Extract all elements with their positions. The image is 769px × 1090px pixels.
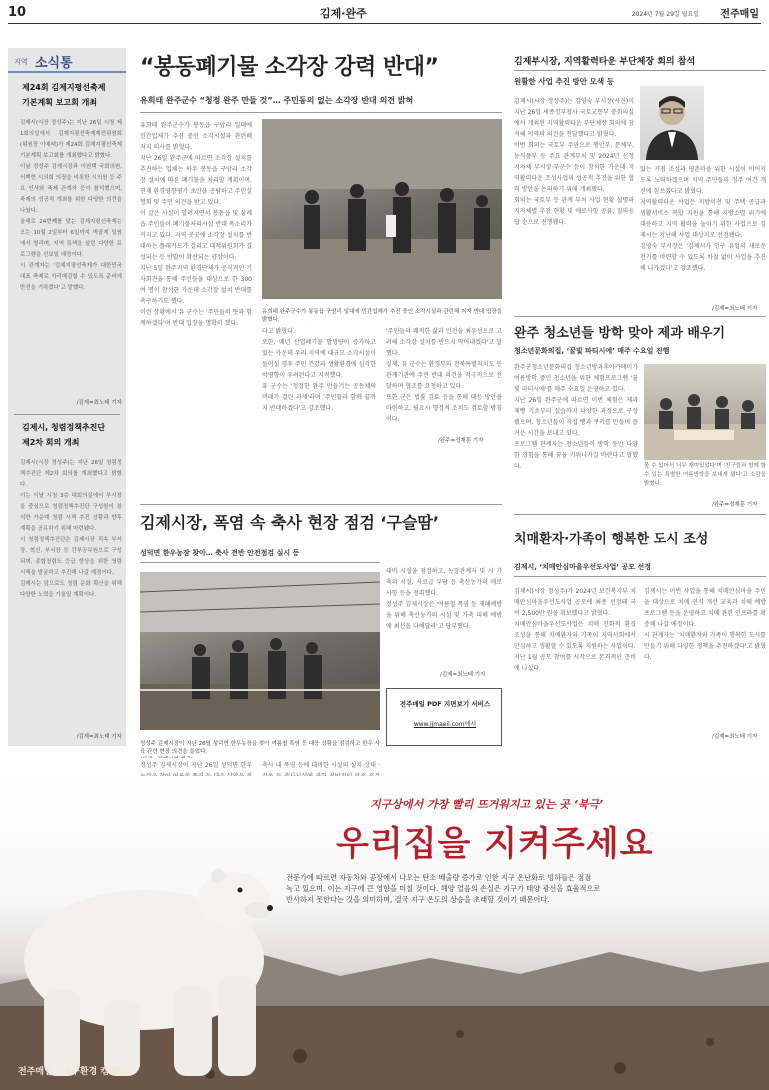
second-photo-credit: [140, 757, 193, 758]
lead-photo-caption: [262, 300, 502, 324]
ad-body: 전문가에 따르면 자동차와 공장에서 나오는 탄소 배출량 증가로 인한 지구 온난화로 빙하들은 점점 녹고 있으며, 이는 지구에 큰 영향을 미칠 것이다. 해양 얼음의 손실은 지구가 태양 광선을 효율적으로 반사하지 못한다는 것을 의미하며, 결국 지구 온도의 상승을 초래할 것이기 때문이다.: [286, 873, 601, 904]
brief-byline-2: /김제=최노태 기자: [76, 734, 122, 740]
people-photo-icon: [262, 119, 502, 299]
right-top-body-left: 김제시(시장 정성주)는 김영숙 부시장(사진)이 지난 26일 세종정부청사 국토교통부 중회의실에서 개최된 지역활력타운 부단체장 회의에 참석해 지역의 의견을 전달했다고 밝혔다. 이번 회의는 국토부 주관으로 행안부, 문체부, 농식품부 등 주요 관계부처 및 2024년 선정 지자체 부시장·부군수 등이 참석한 가운데 지역활력타운 조성사업의 성공적 추진을 위한 협력 방안을 논의하기 위해 개최됐다. 회의는 국토부 등 관계 부처 사업 현황 설명과 지자체별 추진 현황 및 애로사항 공유, 질의응답 순으로 진행됐다.: [514, 98, 634, 226]
barn-photo-icon: [140, 572, 380, 730]
sidebar-news-brief: [8, 48, 126, 746]
right-top-subhead: 원활한 사업 추진 방안 모색 등: [514, 77, 614, 86]
right-low-body-right: 김제시는 이번 사업을 통해 치매안심마을 주민을 대상으로 치매 인식 개선 교육과 치매 예방 프로그램 등을 운영하고 치매 관련 인프라를 확충해 나갈 예정이다. 시 관계자는 '치매환자와 가족이 행복한 도시를 만들기 위해 다양한 정책을 추진하겠다'고 밝혔다.: [644, 588, 766, 661]
second-headline: 김제시장, 폭염 속 축사 현장 점검 ‘구슬땀’: [140, 513, 439, 532]
polar-bear-icon: [4, 790, 294, 1080]
brief-title-1: 제24회 김제지평선축제 기본계획 보고회 개최: [22, 83, 106, 107]
pdf-service-url[interactable]: www.jjmaeil.com에서: [413, 721, 477, 728]
second-subhead: 성덕면 한우농장 찾아… 축사 전반 안전점검 실시 등: [140, 549, 300, 557]
lead-body-left: 유희태 완주군수가 봉동읍 구암리 일대에 민간업체가 추진 중인 소각시설과 관련해 저지 의사를 밝혔다. 지난 26일 완주군에 따르면 소각장 설치를 추진하는 업체는 하루 봉동읍 구암리 소각장 설치에 따른 폐기물을 처리할 계획이며, 현재 환경영향평가 초안을 공람하고 주민설명회 및 주민 의견을 받고 있다. 이 같은 사실이 알려지면서 봉동읍 및 삼례읍 주민들이 폐기물처리시설 반대 목소리가 커지고 있다. 지역 곳곳에 소각장 설치를 반대하는 플래카드가 걸리고 대책위원회가 결성되는 등 반발이 확산되는 양상이다. 지난 5일 완주지역 환경단체가 공식적인 기자회견을 통해 주민들을 대상으로 한 300여 명이 참석한 가운데 소각장 설치 반대를 촉구하기도 했다. 이런 상황에서 유 군수는 '주민들의 뜻과 함께하겠다'며 반대 입장을 명확히 했다.: [140, 122, 252, 327]
pdf-service-title: 전주매일 PDF 지면보기 서비스: [399, 700, 491, 708]
right-top-rule: [514, 70, 766, 71]
second-body-left: 정성주 김제시장이 지난 26일 성덕면 한우: [140, 762, 252, 769]
sidebar-heading: [8, 51, 126, 73]
brief-byline-1: /김제=최노태 기자: [76, 400, 122, 406]
right-top-headline: 김제부시장, 지역활력타운 부단체장 회의 참석: [514, 57, 696, 67]
right-mid-subhead: 청소년문화의집, ‘꿀빛 파티시에’ 매주 수요일 진행: [514, 347, 670, 355]
lead-body-right: '주민들의 쾌적한 삶과 안전을 최우선으로 고려해 소각장 설치를 반드시 막아내겠다'고 말했다. 실제, 유 군수는 환경부와 전북특별자치도 등 관계기관에 주민 반대 의견을 적극적으로 전달하며 협조를 요청하고 있다. 또한 군은 법률 검토 등을 통해 대응 방안을 마련하고, 필요시 행정적 조치도 검토할 방침이다.: [386, 328, 502, 423]
right-low-subhead: 김제시, ‘치매안심마을우선도사업’ 공모 선정: [514, 563, 652, 571]
second-body-mid: 축사 내 폭염 등에 대비한 시설의 설치 상태 ·: [262, 762, 380, 769]
second-story-rule: [140, 504, 502, 505]
right-low-headline: 치매환자·가족이 행복한 도시 조성: [514, 532, 709, 547]
brief-body-2: 김제시(시장 정성주)는 지난 26일 청렴정책추진단 제2차 회의를 개최했다고 밝혔다. 이는 이날 시청 3층 대회의실에서 부시장을 중심으로 청렴정책추진단 구성원이 참석한 가운데 청렴 시책 추진 상황과 향후 계획을 공유하기 위해 마련됐다. 시 청렴정책추진단은 김제시장 직속 부서장, 혁신, 부서장 등 간부공무원으로 구성되며, 종합청렴도 등급 향상을 위한 청렴 시책을 발굴하고 추진해 나갈 예정이다. 김제시는 앞으로도 청렴 문화 확산을 위해 다양한 노력을 기울일 계획이다.: [20, 460, 122, 598]
lead-headline: “봉동폐기물 소각장 강력 반대”: [140, 55, 439, 80]
brief-title-2: 김제시, 청렴정책추진단 제2차 회의 개최: [22, 423, 106, 447]
section-title: 김제·완주: [320, 7, 367, 20]
lead-subhead-rule: [140, 112, 502, 113]
second-photo-caption-text: 정성주 김제시장이 지난 26일 성덕면 한우농장을 찾아 여름철 폭염 등 대응 상황을 점검하고 한우 사육 관련 현장 의견을 들었다.: [140, 741, 380, 755]
brief-body-1: 김제시(시장 정성주)는 지난 26일 시청 제1회의실에서 김제지평선축제제전위원회(위원장 이예래)가 제24회 김제지평선축제 기본계획 보고회를 개최했다고 밝혔다. 이날 정성주 김제시장과 이원택 국회의원, 서백현 시의회 의장을 비롯한 시의원 등 주요 인사와 축제 관계자 등이 참석했으며, 축제의 성공적 개최를 위한 다양한 의견을 나눴다. 올해로 24번째를 맞는 김제지평선축제는 오는 10월 2일부터 6일까지 벽골제 일원에서 열리며, 지역 특색을 살린 다양한 프로그램을 선보일 예정이다. 시 관계자는 '김제지평선축제가 대한민국 대표 축제로 자리매김할 수 있도록 준비에 만전을 기하겠다'고 말했다.: [20, 120, 122, 291]
brief-divider: [14, 414, 120, 415]
second-photo-caption: [140, 732, 380, 758]
newspaper-name: 전주매일: [720, 9, 759, 20]
sidebar-heading-small: 지역: [14, 58, 28, 66]
right-mid-byline: /완주=정재훈 기자: [712, 502, 758, 508]
right-low-byline: /김제=최노태 기자: [712, 734, 758, 740]
right-mid-rule-top: [514, 316, 766, 317]
second-photo: [140, 572, 380, 730]
second-body-right: 대비 시설을 점검하고, 농장관계자 및 시 가축의 시설, 사료급 부담 등 축산농가의 애로사항 등을 청취했다. 정성주 김제시장은 '여름철 폭염 등 재해예방을 위해 축산농가의 시설 및 가축 피해 예방에 최선을 다해달라'고 당부했다.: [386, 568, 502, 630]
climate-ad: [0, 776, 769, 1090]
ad-headline: 우리집을 지켜주세요: [336, 824, 654, 864]
second-subhead-rule: [140, 562, 380, 563]
right-top-byline: /김제=최노태 기자: [712, 306, 758, 312]
ad-kicker: 지구상에서 가장 빨리 뜨거워지고 있는 곳 ‘북극’: [370, 798, 604, 811]
right-mid-body-right: 볼 수 있어서 너무 재미있었다'며 '친구들과 함께 할 수 있는 특별한 여름방학을 보내게 됐다'고 소감을 밝혔다.: [644, 463, 766, 487]
right-mid-headline: 완주 청소년들 방학 맞아 제과 배우기: [514, 326, 725, 341]
lead-byline: /완주=정재훈 기자: [438, 438, 484, 444]
ad-footer: 전주매일 · 지구환경 캠페인: [18, 1067, 127, 1077]
right-top-portrait: [640, 86, 704, 160]
lead-subhead: 유희태 완주군수 “청정 완주 만들 것”… 주민동의 없는 소각장 반대 의견 밝혀: [140, 96, 414, 105]
second-byline: /김제=최노태 기자: [440, 672, 486, 678]
page-header: [8, 2, 761, 24]
right-mid-body-left: 완주군청소년문화의집 청소년방과후아카데미가 여름방학 중인 청소년을 위한 체험프로그램 '꿀빛 파티시에'를 매주 수요일 운영하고 있다. 지난 26일 완주군에 따르면 이번 체험은 제과 제빵 기초부터 실습까지 다양한 과정으로 구성됐으며, 청소년들이 직접 빵과 쿠키를 만들며 즐거운 시간을 보내고 있다. 프로그램 관계자는 청소년들이 방학 동안 다양한 경험을 통해 꿈을 키워나가길 바란다고 말했다.: [514, 364, 638, 470]
issue-date: 2024년 7월 29일 월요일: [631, 11, 699, 18]
lead-photo-caption-text: 유희태 완주군수가 봉동읍 구암리 일대에 민간업체가 추진 중인 소각시설과 관련해 저지 반대 입장을 밝혔다.: [262, 309, 502, 323]
lead-body-mid: 다고 밝혔다. 또한, 매년 산업폐기물 발생량이 증가하고 있는 가운데 우리 지역에 대규모 소각시설이 들어설 경우 주민 건강과 생활환경에 심각한 악영향이 우려된다고 지적했다. 유 군수는 '청정한 완주 만들기는 공동체의 미래가 걸린 과제'라며 '주민들과 함께 끝까지 반대하겠다'고 강조했다.: [262, 328, 376, 412]
right-low-rule-top: [514, 514, 766, 515]
right-top-body-right: 있는 거점 조성과 평촌마을 위한 시설이 이어지도록 노력하겠으며 지역 주민들의 정주 여건 개선에 힘쓰겠다고 밝혔다. 지역활력타운 사업은 지방이전 및 주택 공급과 생활서비스 복합 지원을 통해 지방소멸 위기에 대응하고 지역 활력을 높이기 위한 사업으로 김제시는 지난해 사업 대상지로 선정됐다. 김영숙 부시장은 '김제시가 인구 유입의 새로운 전기를 마련할 수 있도록 차질 없이 사업을 추진해 나가겠다'고 강조했다.: [640, 166, 766, 272]
baking-photo-icon: [644, 364, 766, 460]
right-low-body-left: 김제시(시장 정성주)가 2024년 보건복지부 치매안심마을우선도사업 공모에 최종 선정돼 국비 2,500만 원을 확보했다고 밝혔다. 치매안심마을우선도사업은 치매 친화적 환경 조성을 통해 치매환자와 가족이 지역사회에서 안심하고 생활할 수 있도록 지원하는 사업이다. 지난 1월 공모 참여를 시작으로 본격적인 준비에 나섰다.: [514, 588, 636, 672]
page-number: 10: [8, 5, 27, 20]
portrait-icon: [640, 86, 704, 160]
sidebar-heading-big: 소식통: [35, 56, 73, 71]
lead-photo: [262, 119, 502, 299]
right-low-subhead-rule: [514, 576, 766, 577]
right-mid-photo: [644, 364, 766, 460]
pdf-service-box[interactable]: [386, 688, 502, 746]
